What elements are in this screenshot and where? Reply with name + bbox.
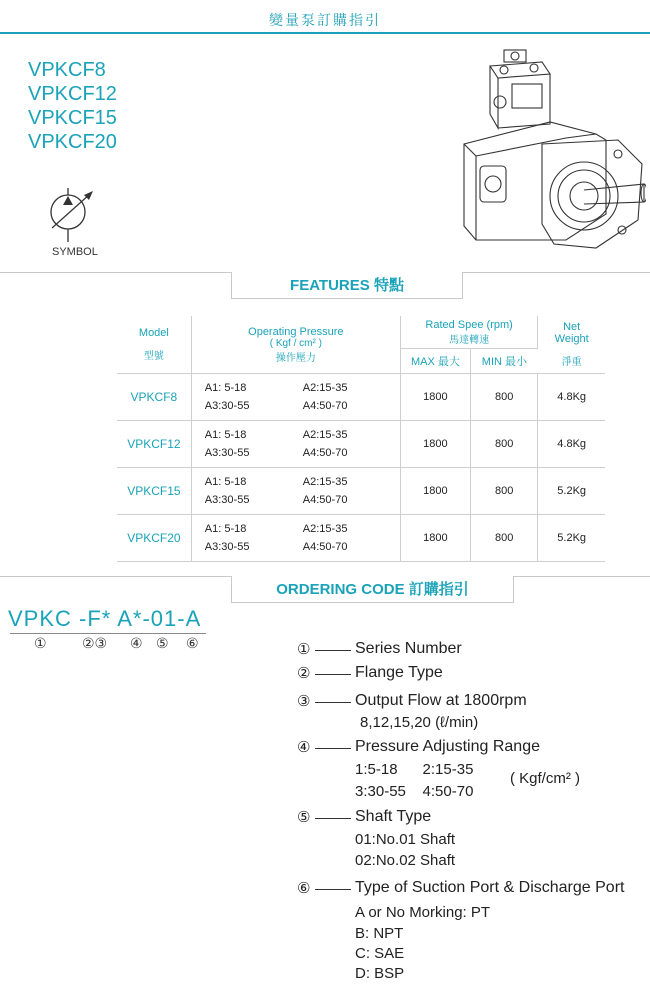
row-model: VPKCF20 [117,515,191,562]
row-max-speed: 1800 [400,374,470,421]
code-number: ②③ [82,635,108,651]
legend-sub: 01:No.01 Shaft [355,831,456,848]
model-name: VPKCF15 [28,107,117,129]
row-pressure: A1: 5-18 A2:15-35 A3:30-55 A4:50-70 [191,374,400,421]
legend-sub: D: BSP [355,965,405,982]
row-pressure: A1: 5-18 A2:15-35 A3:30-55 A4:50-70 [191,468,400,515]
spec-row [117,468,605,515]
row-min-speed: 800 [470,468,537,515]
variable-pump-symbol-icon [46,186,106,246]
model-list [28,58,117,154]
model-name: VPKCF20 [28,131,117,153]
legend-unit: ( Kgf/cm² ) [510,770,580,787]
row-model: VPKCF12 [117,421,191,468]
spec-table [117,316,605,562]
row-pressure: A1: 5-18 A2:15-35 A3:30-55 A4:50-70 [191,421,400,468]
row-weight: 4.8Kg [538,374,605,421]
symbol-label: SYMBOL [52,246,98,258]
ordering-code-underline [10,633,206,634]
legend-sub: A or No Morking: PT [355,904,491,921]
features-title-zh: 特點 [373,276,404,294]
features-heading [231,272,463,299]
title-divider [0,32,650,34]
spec-row [117,421,605,468]
vane-pump-drawing-icon [446,44,646,254]
row-max-speed: 1800 [400,468,470,515]
legend-sub: 8,12,15,20 (ℓ/min) [360,714,479,731]
legend-sub: 3:30-55 4:50-70 [355,783,474,800]
min-header: MIN 最小 [470,349,537,374]
legend-sub: 1:5-18 2:15-35 [355,761,474,778]
ordering-title-zh: 訂購指引 [408,580,469,598]
row-max-speed: 1800 [400,515,470,562]
spec-row [117,515,605,562]
max-header: MAX 最大 [400,349,470,374]
row-weight: 4.8Kg [538,421,605,468]
weight-header: Net Weight 淨重 [554,321,589,368]
legend-sub: C: SAE [355,945,405,962]
code-number: ④ [130,635,143,651]
model-name: VPKCF12 [28,83,117,105]
row-model: VPKCF8 [117,374,191,421]
code-number: ⑥ [186,635,199,651]
row-weight: 5.2Kg [538,468,605,515]
code-number: ① [34,635,47,651]
ordering-heading [231,576,514,603]
legend-sub: B: NPT [355,925,404,942]
row-min-speed: 800 [470,421,537,468]
row-weight: 5.2Kg [538,515,605,562]
legend-sub: 02:No.02 Shaft [355,852,456,869]
ordering-title-en: ORDERING CODE [276,581,405,598]
model-name: VPKCF8 [28,59,106,81]
page-title: 變量泵訂購指引 [269,13,381,29]
code-number: ⑤ [156,635,169,651]
row-min-speed: 800 [470,515,537,562]
model-header: Model 型號 [117,316,191,374]
features-title-en: FEATURES [290,277,370,294]
spec-row [117,374,605,421]
row-pressure: A1: 5-18 A2:15-35 A3:30-55 A4:50-70 [191,515,400,562]
ordering-code: VPKC -F* A*-01-A [8,606,202,631]
row-model: VPKCF15 [117,468,191,515]
speed-header: Rated Spee (rpm) 馬達轉速 [400,316,537,349]
pressure-header: Operating Pressure ( Kgf / cm² ) 操作壓力 [191,316,400,374]
row-max-speed: 1800 [400,421,470,468]
row-min-speed: 800 [470,374,537,421]
